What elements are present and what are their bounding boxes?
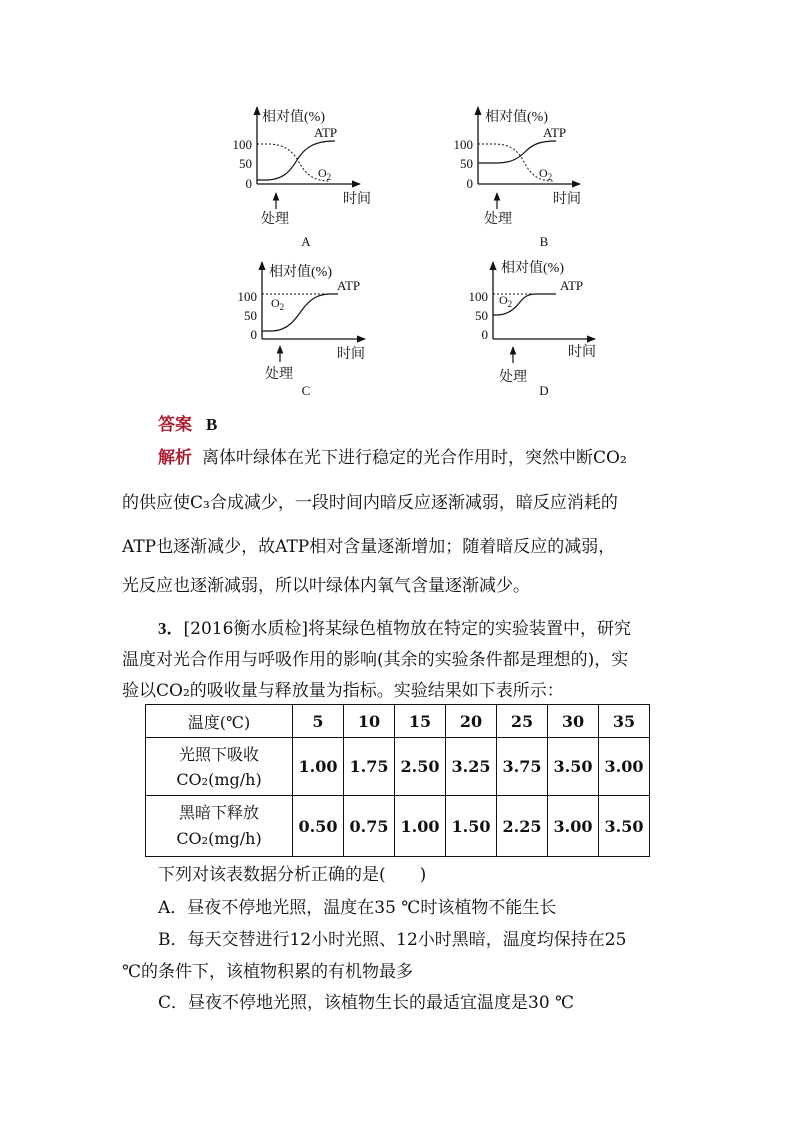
table-cell: 3.25 — [446, 738, 497, 796]
table-cell: 1.75 — [344, 738, 395, 796]
question-number: 3． — [158, 619, 184, 638]
graph-a-y-label: 相对值(%) — [262, 110, 325, 125]
graph-c — [238, 262, 366, 398]
graph-d-o2-label: $O_2$ — [499, 293, 513, 309]
graph-b-tick-0: 0 — [466, 176, 473, 191]
graph-d-tick-0: 0 — [481, 327, 488, 342]
graph-b-o2-label: $O_2$ — [539, 166, 553, 182]
table-row-label — [146, 738, 293, 796]
table-cell: 2.50 — [395, 738, 446, 796]
graph-c-tick-50: 50 — [244, 308, 257, 323]
table-cell: 3.50 — [548, 738, 599, 796]
question-text-1: [2016衡水质检]将某绿色植物放在特定的实验装置中，研究 — [183, 619, 632, 639]
graph-b-marker-label: 处理 — [484, 212, 512, 227]
table-row — [146, 796, 650, 857]
table-cell: 3.00 — [548, 796, 599, 857]
graph-c-marker-label: 处理 — [265, 367, 293, 382]
table-cell: 3.50 — [599, 796, 650, 857]
graph-c-panel-label: C — [301, 383, 311, 398]
table-cell: 3.00 — [599, 738, 650, 796]
question-prompt: 下列对该表数据分析正确的是( ) — [158, 865, 427, 885]
answer-value: B — [206, 415, 218, 434]
question-line-2: 温度对光合作用与呼吸作用的影响(其余的实验条件都是理想的)，实 — [122, 650, 629, 670]
graph-d-marker-label: 处理 — [499, 370, 527, 385]
graph-b — [454, 107, 582, 249]
question-line-3: 验以CO₂的吸收量与释放量为指标。实验结果如下表所示： — [122, 681, 564, 701]
graph-b-tick-50: 50 — [460, 156, 473, 171]
graph-a-tick-100: 100 — [232, 137, 252, 152]
option-a: A．昼夜不停地光照，温度在35 ℃时该植物不能生长 — [158, 898, 557, 918]
graph-b-atp-label: ATP — [543, 125, 567, 140]
explanation-line-3: ATP也逐渐减少，故ATP相对含量逐渐增加；随着暗反应的减弱， — [122, 537, 616, 557]
answer-line — [158, 410, 217, 435]
row-label-line-2: CO₂(mg/h) — [176, 769, 262, 789]
explanation-line-4: 光反应也逐渐减弱，所以叶绿体内氧气含量逐渐减少。 — [122, 576, 530, 596]
option-c: C．昼夜不停地光照，该植物生长的最适宜温度是30 ℃ — [158, 993, 575, 1013]
graph-c-x-label: 时间 — [337, 347, 365, 362]
graph-a-tick-0: 0 — [245, 176, 252, 191]
graph-d — [469, 259, 597, 398]
table-cell: 1.00 — [395, 796, 446, 857]
table-temp-cell: 5 — [293, 705, 344, 738]
question-line-1 — [158, 614, 631, 639]
table-cell: 1.00 — [293, 738, 344, 796]
graph-a-atp-label: ATP — [314, 125, 338, 140]
graph-b-tick-100: 100 — [453, 137, 473, 152]
table-cell: 0.50 — [293, 796, 344, 857]
graph-a-marker-label: 处理 — [261, 212, 289, 227]
table-cell: 3.75 — [497, 738, 548, 796]
table-cell: 2.25 — [497, 796, 548, 857]
graph-a-panel-label: A — [301, 234, 311, 249]
row-label-line-1: 黑暗下释放 — [178, 803, 259, 822]
explanation-text-1: 离体叶绿体在光下进行稳定的光合作用时，突然中断CO₂ — [202, 448, 627, 468]
table-row-label — [146, 796, 293, 857]
graph-d-x-label: 时间 — [568, 345, 596, 360]
graph-c-atp-label: ATP — [337, 278, 361, 293]
table-temp-cell: 35 — [599, 705, 650, 738]
option-b-line-2: ℃的条件下，该植物积累的有机物最多 — [122, 962, 414, 982]
table-temp-cell: 25 — [497, 705, 548, 738]
table-header-row — [146, 705, 650, 738]
explanation-line-2: 的供应使C₃合成减少，一段时间内暗反应逐渐减弱，暗反应消耗的 — [122, 493, 618, 513]
table-temp-cell: 20 — [446, 705, 497, 738]
graph-d-tick-100: 100 — [468, 289, 488, 304]
row-label-line-2: CO₂(mg/h) — [176, 829, 262, 848]
graph-d-tick-50: 50 — [475, 308, 488, 323]
graph-b-panel-label: B — [539, 234, 549, 249]
data-table — [145, 704, 650, 857]
table-temp-cell: 10 — [344, 705, 395, 738]
table-header-label: 温度(℃) — [146, 705, 293, 738]
graph-a-x-label: 时间 — [343, 192, 371, 207]
explanation-line-1 — [158, 447, 718, 470]
graph-b-y-label: 相对值(%) — [485, 110, 548, 125]
option-b-line-1: B．每天交替进行12小时光照、12小时黑暗，温度均保持在25 — [158, 930, 627, 950]
graph-a-tick-50: 50 — [239, 156, 252, 171]
table-cell: 0.75 — [344, 796, 395, 857]
table-temp-cell: 30 — [548, 705, 599, 738]
answer-option-graphs — [0, 0, 794, 405]
graph-c-o2-label: $O_2$ — [271, 296, 285, 312]
graph-c-y-label: 相对值(%) — [269, 265, 332, 280]
table-row — [146, 738, 650, 796]
graph-d-y-label: 相对值(%) — [501, 261, 564, 276]
graph-a — [233, 107, 372, 249]
graph-c-tick-100: 100 — [237, 289, 257, 304]
graph-c-tick-0: 0 — [250, 327, 257, 342]
graph-a-o2-label: $O_2$ — [318, 166, 332, 182]
graph-b-x-label: 时间 — [553, 192, 581, 207]
table-cell: 1.50 — [446, 796, 497, 857]
graph-d-panel-label: D — [539, 383, 549, 398]
explanation-label: 解析 — [158, 448, 192, 468]
row-label-line-1: 光照下吸收 — [178, 744, 259, 764]
answer-label: 答案 — [158, 415, 192, 435]
graph-d-atp-label: ATP — [560, 278, 584, 293]
table-temp-cell: 15 — [395, 705, 446, 738]
